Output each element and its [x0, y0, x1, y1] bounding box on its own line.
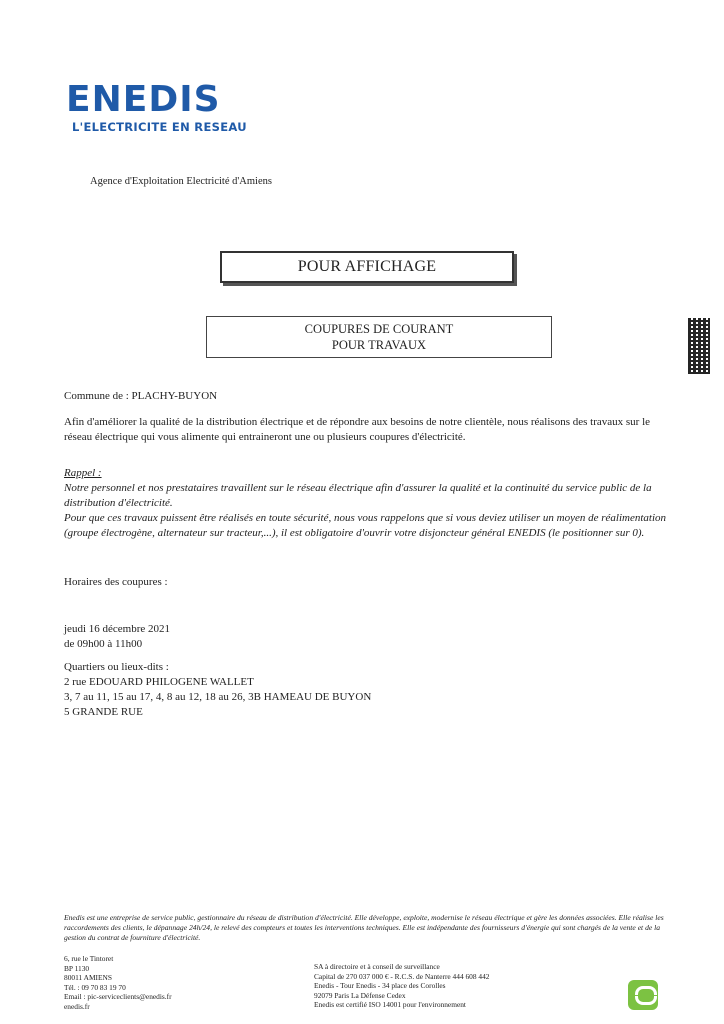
enedis-logo — [66, 79, 247, 134]
intro-paragraph: Afin d'améliorer la qualité de la distribution électrique et de répondre aux besoins de notre clientèle, nous réalisons des travaux sur le réseau électrique qui vous alimente qui entraineront une ou plusieurs coupures d'électricité. — [64, 416, 651, 443]
footer-legal — [314, 962, 490, 1010]
rappel-paragraph-1: Notre personnel et nos prestataires travaillent sur le réseau électrique afin d'assurer la qualité et la continuité du service public de la distribution d'électricité. — [64, 482, 652, 509]
outage-schedule — [64, 622, 170, 652]
rappel-paragraph-2: Pour que ces travaux puissent être réalisés en toute sécurité, nous vous rappelons que si vous deviez utiliser un moyen de réalimentation (groupe électrogène, alternateur sur tracteur,...), il est obligatoire d'ouvrir votre disjoncteur général ENEDIS (le positionner sur 0). — [64, 512, 667, 539]
legal-line: Capital de 270 037 000 € - R.C.S. de Nanterre 444 608 442 — [314, 971, 490, 981]
legal-line: SA à directoire et à conseil de surveillance — [314, 962, 440, 971]
address-line: 80011 AMIENS — [64, 973, 112, 982]
quartier-item: 2 rue EDOUARD PHILOGENE WALLET — [64, 676, 254, 688]
footer-address — [64, 954, 172, 1011]
address-website: enedis.fr — [64, 1001, 90, 1011]
address-email: Email : pic-serviceclients@enedis.fr — [64, 992, 172, 1001]
address-phone: Tél. : 09 70 83 19 70 — [64, 982, 126, 992]
outage-date: jeudi 16 décembre 2021 — [64, 623, 170, 635]
legal-line: Enedis est certifié ISO 14001 pour l'environnement — [314, 1000, 466, 1009]
quartiers-label: Quartiers ou lieux-dits : — [64, 661, 169, 673]
enedis-symbol-icon — [628, 980, 658, 1010]
notice-title-line1: COUPURES DE COURANT — [304, 322, 454, 336]
datamatrix-code — [688, 318, 710, 374]
rappel-section — [64, 466, 668, 541]
legal-line: Enedis - Tour Enedis - 34 place des Corolles — [314, 981, 446, 990]
quartier-item: 3, 7 au 11, 15 au 17, 4, 8 au 12, 18 au 26, 3B HAMEAU DE BUYON — [64, 691, 372, 703]
logo-tagline: L'ELECTRICITE EN RESEAU — [72, 120, 247, 134]
address-line: BP 1130 — [64, 963, 90, 973]
agency-name: Agence d'Exploitation Electricité d'Amiens — [90, 176, 272, 187]
address-line: 6, rue le Tintoret — [64, 954, 114, 963]
logo-wordmark: ENEDIS — [66, 79, 221, 120]
commune-line: Commune de : PLACHY-BUYON — [64, 390, 218, 402]
quartiers-section — [64, 660, 371, 720]
notice-title-line2: POUR TRAVAUX — [331, 338, 427, 352]
notice-label: POUR AFFICHAGE — [297, 258, 437, 275]
notice-title-box — [206, 316, 552, 358]
quartier-item: 5 GRANDE RUE — [64, 706, 143, 718]
horaires-label: Horaires des coupures : — [64, 576, 168, 588]
rappel-title: Rappel : — [64, 467, 102, 479]
notice-label-box — [220, 251, 514, 283]
footer-description: Enedis est une entreprise de service public, gestionnaire du réseau de distribution d'électricité. Elle développe, exploite, modernise le réseau électrique et gère les données associées. Elle réalise les raccordements des clients, le dépannage 24h/24, le relevé des compteurs et toutes les interventions techniques. Elle est indépendante des fournisseurs d'énergie qui sont chargés de la vente et de la gestion du contrat de fourniture d'électricité. — [64, 913, 664, 942]
outage-time: de 09h00 à 11h00 — [64, 638, 143, 650]
legal-line: 92079 Paris La Défense Cedex — [314, 990, 406, 1000]
